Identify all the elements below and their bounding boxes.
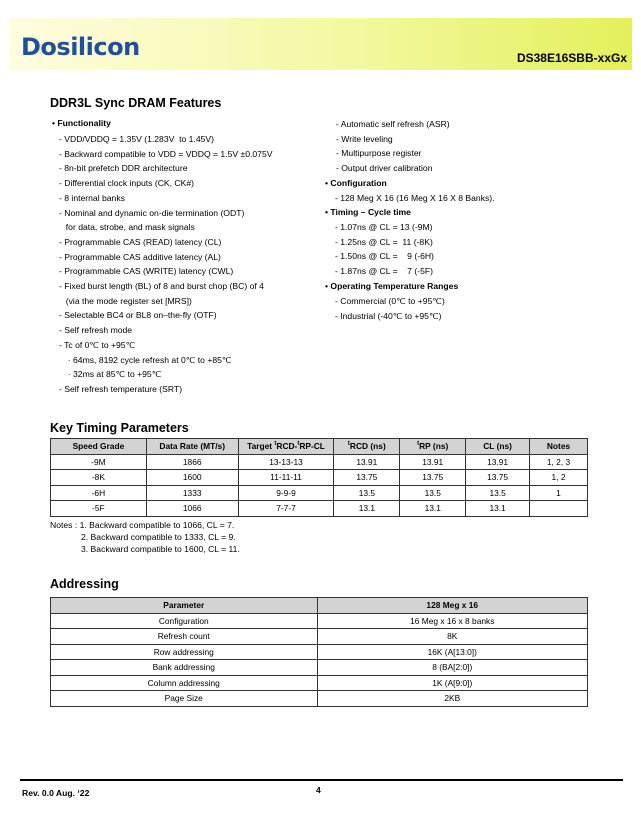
revision: Rev. 0.0 Aug. ‘22: [22, 788, 90, 798]
timing-item: - 1.50ns @ CL = 9 (-6H): [335, 251, 434, 262]
feature-item: - Tc of 0℃ to +95℃: [59, 339, 136, 350]
table-cell: 1: [530, 485, 588, 501]
feature-item: · 32ms at 85℃ to +95℃: [63, 369, 162, 380]
table-row: [51, 691, 588, 707]
column-header: Notes: [530, 439, 588, 455]
table-cell: 13.5: [400, 485, 466, 501]
table-row: [51, 613, 588, 629]
column-header: CL (ns): [466, 439, 530, 455]
table-row: [51, 454, 588, 470]
feature-item: - Selectable BC4 or BL8 on–the-fly (OTF): [59, 310, 217, 321]
feature-item: - VDD/VDDQ = 1.35V (1.283V to 1.45V): [59, 134, 214, 144]
configuration-heading: • Configuration: [325, 178, 387, 188]
feature-item: for data, strobe, and mask signals: [61, 222, 195, 233]
configuration-title: Configuration: [330, 178, 387, 188]
table-row: [51, 644, 588, 660]
table-cell: 13.91: [466, 454, 530, 470]
table-cell: 1066: [146, 501, 238, 517]
table-row: [51, 501, 588, 517]
feature-item: - Multipurpose register: [336, 148, 422, 159]
column-header: Data Rate (MT/s): [146, 439, 238, 455]
table-cell: 1, 2: [530, 470, 588, 486]
footer-rule: [20, 779, 623, 781]
table-cell: Row addressing: [51, 644, 318, 660]
table-cell: 1866: [146, 454, 238, 470]
table-cell: 13.75: [400, 470, 466, 486]
note-2: 2. Backward compatible to 1333, CL = 9.: [81, 532, 236, 542]
temperature-item: - Industrial (-40℃ to +95℃): [335, 310, 442, 321]
logo: Dosilicon: [21, 33, 140, 61]
column-header: Parameter: [51, 598, 318, 614]
table-cell: 1, 2, 3: [530, 454, 588, 470]
table-cell: 11-11-11: [238, 470, 334, 486]
table-row: [51, 660, 588, 676]
functionality-heading: • Functionality: [52, 118, 111, 128]
table-cell: Configuration: [51, 613, 318, 629]
timing-item: - 1.07ns @ CL = 13 (-9M): [335, 222, 433, 232]
table-cell: 2KB: [317, 691, 587, 707]
feature-item: - Programmable CAS (READ) latency (CL): [59, 236, 222, 247]
feature-item: - Fixed burst length (BL) of 8 and burst chop (BC) of 4: [59, 281, 264, 291]
feature-item: - Self refresh mode: [59, 325, 133, 336]
table-row: [51, 675, 588, 691]
feature-item: - Output driver calibration: [336, 163, 433, 174]
timing-title: Timing – Cycle time: [330, 207, 411, 217]
feature-item: - 8 internal banks: [59, 192, 125, 203]
table-cell: 13.1: [334, 501, 400, 517]
table-cell: Column addressing: [51, 675, 318, 691]
table-cell: Page Size: [51, 691, 318, 707]
feature-item: - Differential clock inputs (CK, CK#): [59, 178, 194, 189]
feature-item: - Programmable CAS additive latency (AL): [59, 251, 221, 262]
temperature-heading: • Operating Temperature Ranges: [325, 281, 459, 291]
note-1: Notes : 1. Backward compatible to 1066, CL = 7.: [50, 520, 235, 530]
table-cell: 13.1: [466, 501, 530, 517]
column-header: Speed Grade: [51, 439, 147, 455]
table-row: [51, 470, 588, 486]
table-cell: 16 Meg x 16 x 8 banks: [317, 613, 587, 629]
table-cell: 1333: [146, 485, 238, 501]
column-header: Target $^t$RCD-$^t$RP-CL: [238, 439, 334, 455]
feature-item: · 64ms, 8192 cycle refresh at 0℃ to +85℃: [63, 354, 232, 365]
configuration-item: - 128 Meg X 16 (16 Meg X 16 X 8 Banks).: [335, 193, 495, 203]
addressing-table: [50, 597, 588, 707]
note-3: 3. Backward compatible to 1600, CL = 11.: [81, 544, 240, 554]
table-cell: -5F: [51, 501, 147, 517]
table-cell: 13.91: [334, 454, 400, 470]
column-header: 128 Meg x 16: [317, 598, 587, 614]
table-cell: Refresh count: [51, 629, 318, 645]
column-header: $^t$RP (ns): [400, 439, 466, 455]
table-cell: [530, 501, 588, 517]
table-cell: 8K: [317, 629, 587, 645]
table-cell: 13.5: [334, 485, 400, 501]
table-cell: 13.75: [334, 470, 400, 486]
temperature-title: Operating Temperature Ranges: [330, 281, 459, 291]
table-cell: 9-9-9: [238, 485, 334, 501]
table-cell: 13.75: [466, 470, 530, 486]
timing-item: - 1.25ns @ CL = 11 (-8K): [335, 236, 433, 247]
table-cell: 13-13-13: [238, 454, 334, 470]
key-timing-title: Key Timing Parameters: [50, 421, 189, 435]
features-title: DDR3L Sync DRAM Features: [50, 96, 222, 110]
table-row: [51, 485, 588, 501]
table-row: [51, 629, 588, 645]
feature-item: (via the mode register set [MRS]): [61, 295, 192, 306]
temperature-item: - Commercial (0℃ to +95℃): [335, 296, 445, 306]
addressing-title: Addressing: [50, 577, 119, 591]
feature-item: - Automatic self refresh (ASR): [336, 119, 450, 129]
table-cell: 16K (A[13:0]): [317, 644, 587, 660]
timing-heading: • Timing – Cycle time: [325, 207, 411, 217]
table-cell: 13.1: [400, 501, 466, 517]
table-cell: 13.91: [400, 454, 466, 470]
feature-item: - 8n-bit prefetch DDR architecture: [59, 163, 188, 174]
feature-item: - Nominal and dynamic on-die termination (ODT): [59, 207, 245, 218]
timing-item: - 1.87ns @ CL = 7 (-5F): [335, 266, 433, 277]
part-number: DS38E16SBB-xxGx: [516, 51, 627, 65]
page-number: 4: [316, 785, 321, 795]
table-cell: 7-7-7: [238, 501, 334, 517]
table-cell: 1600: [146, 470, 238, 486]
key-timing-table: [50, 438, 588, 517]
table-cell: -6H: [51, 485, 147, 501]
column-header: $^t$RCD (ns): [334, 439, 400, 455]
feature-item: - Self refresh temperature (SRT): [59, 383, 183, 394]
functionality-title: Functionality: [57, 118, 111, 128]
feature-item: - Programmable CAS (WRITE) latency (CWL): [59, 266, 234, 277]
table-cell: -8K: [51, 470, 147, 486]
table-cell: 8 (BA[2:0]): [317, 660, 587, 676]
table-cell: Bank addressing: [51, 660, 318, 676]
feature-item: - Write leveling: [336, 133, 393, 144]
table-cell: 1K (A[9:0]): [317, 675, 587, 691]
feature-item: - Backward compatible to VDD = VDDQ = 1.5V ±0.075V: [59, 148, 273, 159]
table-cell: 13.5: [466, 485, 530, 501]
table-cell: -9M: [51, 454, 147, 470]
